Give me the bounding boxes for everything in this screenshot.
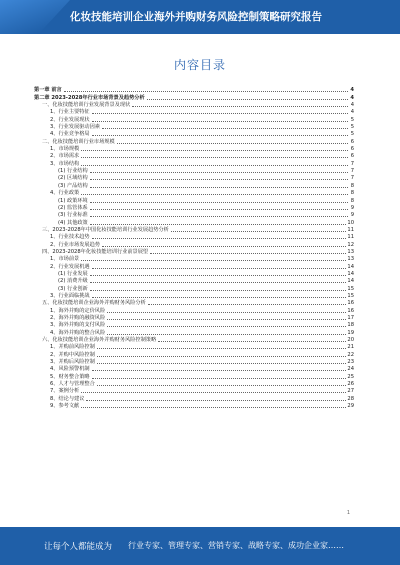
toc-entry[interactable] xyxy=(34,240,354,247)
toc-entry-page: 24 xyxy=(347,366,354,373)
toc-entry-page: 8 xyxy=(350,197,354,204)
toc-dot-leader xyxy=(92,268,347,269)
toc-dot-leader xyxy=(92,121,348,122)
toc-dot-leader xyxy=(90,275,347,276)
toc-entry[interactable] xyxy=(34,365,354,372)
toc-entry-page: 13 xyxy=(347,248,354,255)
toc-dot-leader xyxy=(92,370,347,371)
toc-entry[interactable] xyxy=(34,255,354,262)
toc-entry[interactable] xyxy=(34,167,354,174)
toc-entry-text: (2) 消费升级 xyxy=(58,278,88,285)
header-bar xyxy=(0,0,400,34)
toc-dot-leader xyxy=(90,224,347,225)
toc-entry-text: 第二章 2023-2028年行业市场背景及趋势分析 xyxy=(34,94,145,101)
toc-dot-leader xyxy=(102,246,346,247)
toc-dot-leader xyxy=(171,231,347,232)
toc-entry[interactable] xyxy=(34,123,354,130)
toc-entry[interactable] xyxy=(34,343,354,350)
toc-entry-text: 4、风险预警机制 xyxy=(50,366,90,373)
toc-entry[interactable] xyxy=(34,306,354,313)
toc-dot-leader xyxy=(92,135,348,136)
toc-entry[interactable] xyxy=(34,270,354,277)
toc-entry-text: (1) 行业结构 xyxy=(58,168,88,175)
toc-entry[interactable] xyxy=(34,350,354,357)
toc-entry-text: 6、人才与管理整合 xyxy=(50,381,95,388)
toc-entry-page: 20 xyxy=(347,337,354,344)
header-accent-shape xyxy=(0,0,70,34)
toc-entry[interactable] xyxy=(34,196,354,203)
toc-dot-leader xyxy=(64,91,348,92)
toc-dot-leader xyxy=(117,143,348,144)
toc-entry-page: 6 xyxy=(350,146,354,153)
toc-entry[interactable] xyxy=(34,218,354,225)
toc-entry-page: 7 xyxy=(350,168,354,175)
toc-dot-leader xyxy=(92,297,347,298)
toc-entry-page: 26 xyxy=(347,381,354,388)
toc-entry-text: 8、结论与建议 xyxy=(50,395,85,402)
toc-dot-leader xyxy=(150,253,346,254)
toc-dot-leader xyxy=(90,179,348,180)
toc-entry[interactable] xyxy=(34,189,354,196)
toc-entry[interactable] xyxy=(34,130,354,137)
toc-dot-leader xyxy=(81,150,348,151)
toc-entry-text: 3、行业面临挑战 xyxy=(50,292,90,299)
toc-entry[interactable] xyxy=(34,292,354,299)
toc-dot-leader xyxy=(97,356,347,357)
toc-dot-leader xyxy=(90,202,348,203)
toc-entry-page: 6 xyxy=(350,138,354,145)
toc-dot-leader xyxy=(90,216,348,217)
toc-dot-leader xyxy=(90,187,348,188)
toc-entry-page: 4 xyxy=(350,102,354,109)
toc-entry-text: (3) 行业创新 xyxy=(58,285,88,292)
toc-entry-text: (2) 监管体系 xyxy=(58,204,88,211)
toc-entry-page: 10 xyxy=(347,219,354,226)
toc-dot-leader xyxy=(97,385,347,386)
toc-dot-leader xyxy=(90,209,348,210)
toc-entry-page: 16 xyxy=(347,307,354,314)
toc-entry-page: 29 xyxy=(347,403,354,410)
toc-entry-page: 12 xyxy=(347,241,354,248)
toc-dot-leader xyxy=(92,238,347,239)
toc-entry-page: 5 xyxy=(350,124,354,131)
toc-entry[interactable] xyxy=(34,204,354,211)
toc-entry[interactable] xyxy=(34,115,354,122)
toc-entry[interactable] xyxy=(34,358,354,365)
toc-entry-text: 1、行业技术趋势 xyxy=(50,234,90,241)
toc-entry[interactable] xyxy=(34,262,354,269)
toc-entry-text: 2、海外并购的融资风险 xyxy=(50,315,106,321)
toc-entry-page: 23 xyxy=(347,359,354,366)
toc-list xyxy=(34,86,354,409)
toc-entry-page: 15 xyxy=(347,292,354,299)
footer-roles: 行业专家、管理专家、营销专家、战略专家、成功企业家…… xyxy=(128,541,344,550)
toc-entry[interactable] xyxy=(34,101,354,108)
toc-entry[interactable] xyxy=(34,402,354,409)
toc-entry-text: 2、行业发展现状 xyxy=(50,116,90,123)
toc-entry-page: 5 xyxy=(350,116,354,123)
toc-entry-text: 六、化妆技能培训企业海外并购财务风险控制策略 xyxy=(42,337,157,344)
toc-entry-page: 17 xyxy=(347,315,354,321)
toc-entry[interactable] xyxy=(34,387,354,394)
toc-dot-leader xyxy=(81,260,346,261)
toc-entry-page: 14 xyxy=(347,270,354,277)
toc-entry[interactable] xyxy=(34,233,354,240)
toc-entry-page: 21 xyxy=(347,344,354,351)
toc-dot-leader xyxy=(81,194,348,195)
toc-entry-text: (3) 行业标准 xyxy=(58,212,88,219)
toc-entry-page: 4 xyxy=(350,109,354,116)
toc-dot-leader xyxy=(158,341,346,342)
toc-entry-text: 4、海外并购的整合风险 xyxy=(50,329,106,336)
toc-entry-page: 14 xyxy=(347,278,354,285)
toc-entry-page: 25 xyxy=(347,373,354,380)
toc-entry[interactable] xyxy=(34,211,354,218)
toc-dot-leader xyxy=(81,157,348,158)
toc-entry-page: 7 xyxy=(350,160,354,167)
toc-entry-page: 15 xyxy=(347,285,354,292)
toc-entry-page: 9 xyxy=(350,204,354,211)
toc-entry[interactable] xyxy=(34,248,354,255)
toc-dot-leader xyxy=(97,363,347,364)
toc-entry-text: 2、行业发展机遇 xyxy=(50,263,90,270)
toc-dot-leader xyxy=(107,312,346,313)
toc-entry-page: 9 xyxy=(350,212,354,219)
toc-dot-leader xyxy=(81,407,346,408)
toc-entry-text: 7、案例分析 xyxy=(50,388,80,395)
toc-entry[interactable] xyxy=(34,86,354,93)
toc-entry-text: 3、并购后风险控制 xyxy=(50,359,95,366)
toc-entry-text: 1、市场规模 xyxy=(50,146,80,153)
toc-entry-page: 19 xyxy=(347,329,354,336)
toc-entry-page: 4 xyxy=(350,87,354,94)
toc-entry[interactable] xyxy=(34,145,354,152)
toc-entry-text: 1、市场前景 xyxy=(50,256,80,263)
toc-entry-text: 第一章 前言 xyxy=(34,87,62,94)
toc-entry[interactable] xyxy=(34,93,354,100)
toc-entry-page: 11 xyxy=(347,234,354,241)
toc-entry-page: 7 xyxy=(350,175,354,182)
toc-dot-leader xyxy=(148,304,347,305)
toc-entry-text: 2、市场需求 xyxy=(50,153,80,160)
toc-entry-page: 14 xyxy=(347,263,354,270)
footer-bar xyxy=(0,527,400,565)
toc-entry-text: 4、行业政策 xyxy=(50,190,80,197)
toc-dot-leader xyxy=(90,282,347,283)
report-title: 化妆技能培训企业海外并购财务风险控制策略研究报告 xyxy=(70,11,322,23)
toc-entry[interactable] xyxy=(34,284,354,291)
toc-entry[interactable] xyxy=(34,226,354,233)
toc-entry[interactable] xyxy=(34,181,354,188)
toc-entry-page: 18 xyxy=(347,322,354,329)
toc-entry-page: 8 xyxy=(350,190,354,197)
toc-entry[interactable] xyxy=(34,328,354,335)
toc-entry-page: 8 xyxy=(350,182,354,189)
toc-dot-leader xyxy=(81,392,346,393)
toc-entry-page: 27 xyxy=(347,388,354,395)
toc-entry-page: 11 xyxy=(347,226,354,233)
toc-dot-leader xyxy=(90,172,348,173)
toc-entry[interactable] xyxy=(34,321,354,328)
toc-entry-text: (4) 其他政策 xyxy=(58,219,88,226)
toc-heading: 内容目录 xyxy=(173,58,226,72)
toc-entry-text: 1、并购前风险控制 xyxy=(50,344,95,351)
toc-entry[interactable] xyxy=(34,299,354,306)
toc-entry[interactable] xyxy=(34,394,354,401)
toc-entry-text: 3、行业发展驱动因素 xyxy=(50,124,100,131)
toc-entry-page: 28 xyxy=(347,395,354,402)
footer-slogan: 让每个人都能成为 xyxy=(44,542,113,552)
toc-entry[interactable] xyxy=(34,277,354,284)
toc-dot-leader xyxy=(147,99,348,100)
toc-entry-page: 16 xyxy=(347,300,354,307)
toc-dot-leader xyxy=(107,334,346,335)
toc-entry-text: 一、化妆技能培训行业发展背景及现状 xyxy=(42,102,131,109)
toc-entry[interactable] xyxy=(34,380,354,387)
toc-entry-text: 2、并购中风险控制 xyxy=(50,351,95,358)
toc-dot-leader xyxy=(90,290,347,291)
toc-entry[interactable] xyxy=(34,137,354,144)
toc-dot-leader xyxy=(107,326,346,327)
toc-entry[interactable] xyxy=(34,152,354,159)
toc-entry[interactable] xyxy=(34,314,354,321)
toc-entry-page: 5 xyxy=(350,131,354,138)
toc-entry-page: 4 xyxy=(350,94,354,101)
toc-dot-leader xyxy=(92,113,348,114)
toc-dot-leader xyxy=(102,128,348,129)
toc-entry-page: 13 xyxy=(347,256,354,263)
toc-entry-text: 3、海外并购的支付风险 xyxy=(50,322,106,329)
toc-dot-leader xyxy=(107,319,346,320)
toc-dot-leader xyxy=(81,165,348,166)
toc-dot-leader xyxy=(97,348,347,349)
toc-dot-leader xyxy=(132,106,348,107)
toc-dot-leader xyxy=(92,378,347,379)
toc-entry-text: 4、行业竞争格局 xyxy=(50,131,90,138)
toc-entry-text: (1) 政策环境 xyxy=(58,197,88,204)
toc-entry-text: 2、行业市场发展趋势 xyxy=(50,241,100,248)
toc-entry[interactable] xyxy=(34,159,354,166)
toc-entry[interactable] xyxy=(34,108,354,115)
toc-entry-text: 5、财务整合策略 xyxy=(50,373,90,380)
toc-entry-text: 3、市场结构 xyxy=(50,160,80,167)
toc-entry-text: 9、参考文献 xyxy=(50,403,80,410)
toc-entry-text: 四、2023-2028年化妆技能培训行业前景展望 xyxy=(42,248,149,255)
page-number: 1 xyxy=(346,510,350,516)
toc-entry[interactable] xyxy=(34,372,354,379)
toc-dot-leader xyxy=(86,400,346,401)
toc-entry[interactable] xyxy=(34,174,354,181)
toc-entry-text: (1) 行业发展 xyxy=(58,270,88,277)
toc-entry-text: 1、行业主要特征 xyxy=(50,109,90,116)
toc-entry-text: 五、化妆技能培训企业海外并购财务风险分析 xyxy=(42,300,146,307)
toc-entry-page: 6 xyxy=(350,153,354,160)
toc-entry-text: 三、2023-2028年中国化妆技能培训行业发展趋势分析 xyxy=(42,226,169,233)
toc-entry-text: 1、海外并购的定价风险 xyxy=(50,307,106,314)
toc-entry-page: 22 xyxy=(347,351,354,358)
toc-entry-text: (3) 产品结构 xyxy=(58,182,88,189)
toc-entry[interactable] xyxy=(34,336,354,343)
toc-entry-text: 二、化妆技能培训行业市场规模 xyxy=(42,138,115,145)
toc-entry-text: (2) 区域结构 xyxy=(58,175,88,182)
